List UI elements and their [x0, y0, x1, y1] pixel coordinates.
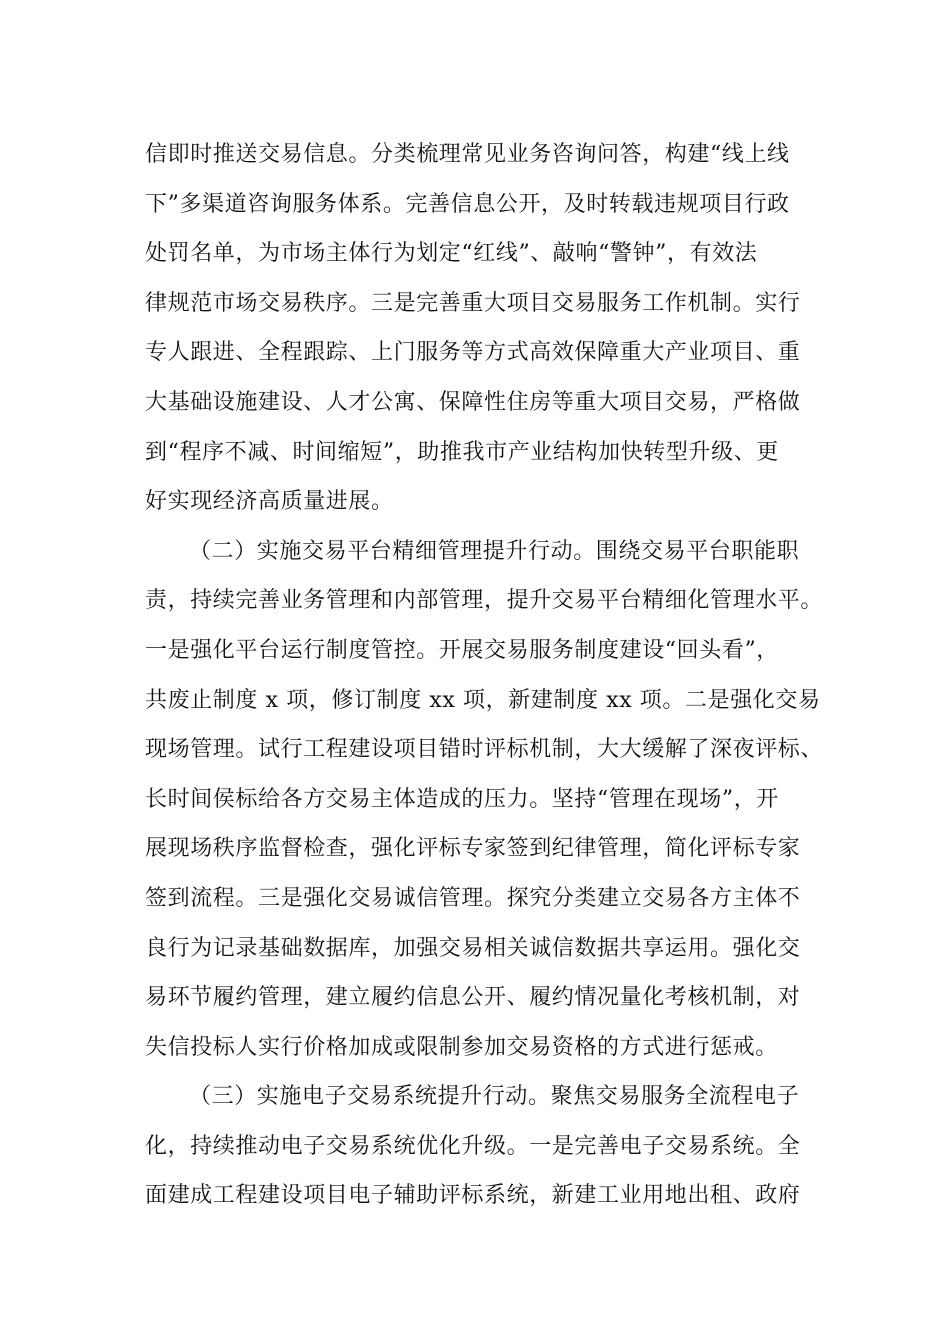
body-text	[145, 130, 824, 1221]
text-line: 签到流程。三是强化交易诚信管理。探究分类建立交易各方主体不	[145, 885, 801, 911]
text-line: 面建成工程建设项目电子辅助评标系统，新建工业用地出租、政府	[145, 1183, 801, 1209]
text-line: 专人跟进、全程跟踪、上门服务等方式高效保障重大产业项目、重	[145, 340, 801, 366]
text-line: 化，持续推动电子交易系统优化升级。一是完善电子交易系统。全	[145, 1133, 801, 1159]
paragraph-heading-line: （三）实施电子交易系统提升行动。聚焦交易服务全流程电子	[189, 1084, 800, 1110]
text-line: 处罚名单，为市场主体行为划定“红线”、敲响“警钟”，有效法	[145, 241, 758, 267]
text-line: 展现场秩序监督检查，强化评标专家签到纪律管理，简化评标专家	[145, 836, 801, 862]
text-line: 良行为记录基础数据库，加强交易相关诚信数据共享运用。强化交	[145, 935, 801, 961]
text-line: 现场管理。试行工程建设项目错时评标机制，大大缓解了深夜评标、	[145, 737, 824, 763]
paragraph-heading-line: （二）实施交易平台精细管理提升行动。围绕交易平台职能职	[189, 538, 800, 564]
text-line: 信即时推送交易信息。分类梳理常见业务咨询问答，构建“线上线	[145, 142, 790, 167]
text-line: 大基础设施建设、人才公寓、保障性住房等重大项目交易，严格做	[145, 389, 801, 415]
text-line: 到“程序不减、时间缩短”，助推我市产业结构加快转型升级、更	[145, 439, 779, 465]
text-line: 下”多渠道咨询服务体系。完善信息公开，及时转载违规项目行政	[145, 191, 790, 217]
text-line: 易环节履约管理，建立履约信息公开、履约情况量化考核机制，对	[145, 985, 801, 1011]
text-line: 失信投标人实行价格加成或限制参加交易资格的方式进行惩戒。	[145, 1034, 778, 1060]
text-line: 长时间侯标给各方交易主体造成的压力。坚持“管理在现场”，开	[145, 786, 779, 812]
text-line: 一是强化平台运行制度管控。开展交易服务制度建设“回头看”，	[145, 637, 779, 663]
text-line: 共废止制度 x 项，修订制度 xx 项，新建制度 xx 项。二是强化交易	[145, 687, 821, 713]
text-line: 律规范市场交易秩序。三是完善重大项目交易服务工作机制。实行	[145, 290, 801, 316]
text-line: 好实现经济高质量进展。	[145, 489, 394, 515]
text-line: 责，持续完善业务管理和内部管理，提升交易平台精细化管理水平。	[145, 588, 824, 614]
